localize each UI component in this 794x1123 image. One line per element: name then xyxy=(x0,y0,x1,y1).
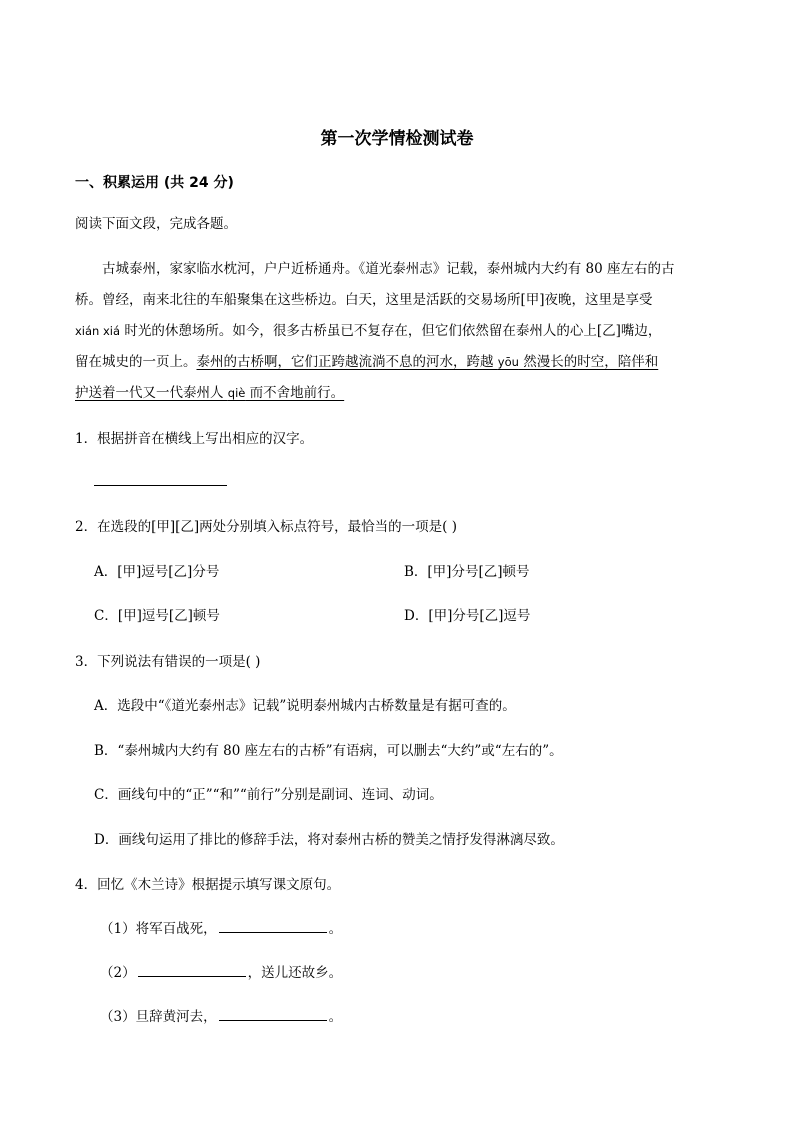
question-4-item-3 xyxy=(100,1005,342,1025)
passage-line-4-plain: 留在城史的一页上。 xyxy=(75,354,197,370)
pinyin-xianxia: xián xiá xyxy=(75,324,121,338)
question-3-option-a[interactable]: A．选段中“《道光泰州志》记载”说明泰州城内古桥数量是有据可查的。 xyxy=(94,698,516,714)
question-4-item-3-suffix: 。 xyxy=(328,1009,343,1025)
question-2-option-c[interactable]: C．[甲]逗号[乙]顿号 xyxy=(94,608,220,624)
question-2-option-d[interactable]: D．[甲]分号[乙]逗号 xyxy=(404,608,531,624)
passage-line-4 xyxy=(75,350,658,370)
pinyin-you: yōu xyxy=(497,355,519,369)
question-3-option-d[interactable]: D．画线句运用了排比的修辞手法，将对泰州古桥的赞美之情抒发得淋漓尽致。 xyxy=(94,832,564,848)
question-4-item-1 xyxy=(100,917,342,937)
question-4-item-1-prefix: （1）将军百战死， xyxy=(100,921,217,937)
question-3-option-b[interactable]: B．“泰州城内大约有 80 座左右的古桥”有语病，可以删去“大约”或“左右的”。 xyxy=(94,743,563,759)
passage-line-2: 桥。曾经，南来北往的车船聚集在这些桥边。白天，这里是活跃的交易场所[甲]夜晚，这里是享受 xyxy=(75,292,653,308)
section-heading: 一、积累运用 (共 24 分) xyxy=(75,175,234,191)
passage-line-3-text: 时光的休憩场所。如今，很多古桥虽已不复存在，但它们依然留在泰州人的心上[乙]嘴边， xyxy=(120,323,662,339)
underlined-text-a: 泰州的古桥啊，它们正跨越流淌不息的河水，跨越 xyxy=(196,354,498,370)
underlined-sentence-part-1 xyxy=(197,354,659,370)
question-2-stem: 2．在选段的[甲][乙]两处分别填入标点符号，最恰当的一项是( ) xyxy=(75,519,457,535)
underlined-text-c: 护送着一代又一代泰州人 xyxy=(75,385,228,401)
question-4-item-2 xyxy=(100,961,342,981)
question-4-stem: 4．回忆《木兰诗》根据提示填写课文原句。 xyxy=(75,877,341,893)
underlined-text-d: 而不舍地前行。 xyxy=(245,385,345,401)
question-4-item-1-blank[interactable] xyxy=(219,920,327,933)
question-1-answer-line[interactable] xyxy=(94,485,227,486)
passage-line-5 xyxy=(75,381,344,401)
question-2-option-a[interactable]: A．[甲]逗号[乙]分号 xyxy=(94,564,220,580)
passage-line-3 xyxy=(75,319,661,339)
passage-line-1-text: 古城泰州，家家临水枕河，户户近桥通舟。《道光泰州志》记载，泰州城内大约有 80 座左右的古 xyxy=(102,261,675,277)
underlined-text-b: 然漫长的时空，陪伴和 xyxy=(518,354,659,370)
question-4-item-2-suffix: ，送儿还故乡。 xyxy=(247,965,343,981)
question-2-option-b[interactable]: B．[甲]分号[乙]顿号 xyxy=(404,564,530,580)
pinyin-qie: qiè xyxy=(227,386,246,400)
question-4-item-1-suffix: 。 xyxy=(328,921,343,937)
question-1-stem: 1．根据拼音在横线上写出相应的汉字。 xyxy=(75,431,314,447)
question-4-item-3-blank[interactable] xyxy=(219,1008,327,1021)
passage-line-1 xyxy=(75,257,675,277)
underlined-sentence-part-2 xyxy=(75,385,344,401)
instruction-text: 阅读下面文段，完成各题。 xyxy=(75,216,237,232)
question-4-item-3-prefix: （3）旦辞黄河去， xyxy=(100,1009,217,1025)
question-4-item-2-prefix: （2） xyxy=(100,965,136,981)
question-4-item-2-blank[interactable] xyxy=(138,964,246,977)
page-title: 第一次学情检测试卷 xyxy=(320,129,474,149)
question-3-stem: 3．下列说法有错误的一项是( ) xyxy=(75,654,261,670)
question-3-option-c[interactable]: C．画线句中的“正”“和”“前行”分别是副词、连词、动词。 xyxy=(94,787,443,803)
